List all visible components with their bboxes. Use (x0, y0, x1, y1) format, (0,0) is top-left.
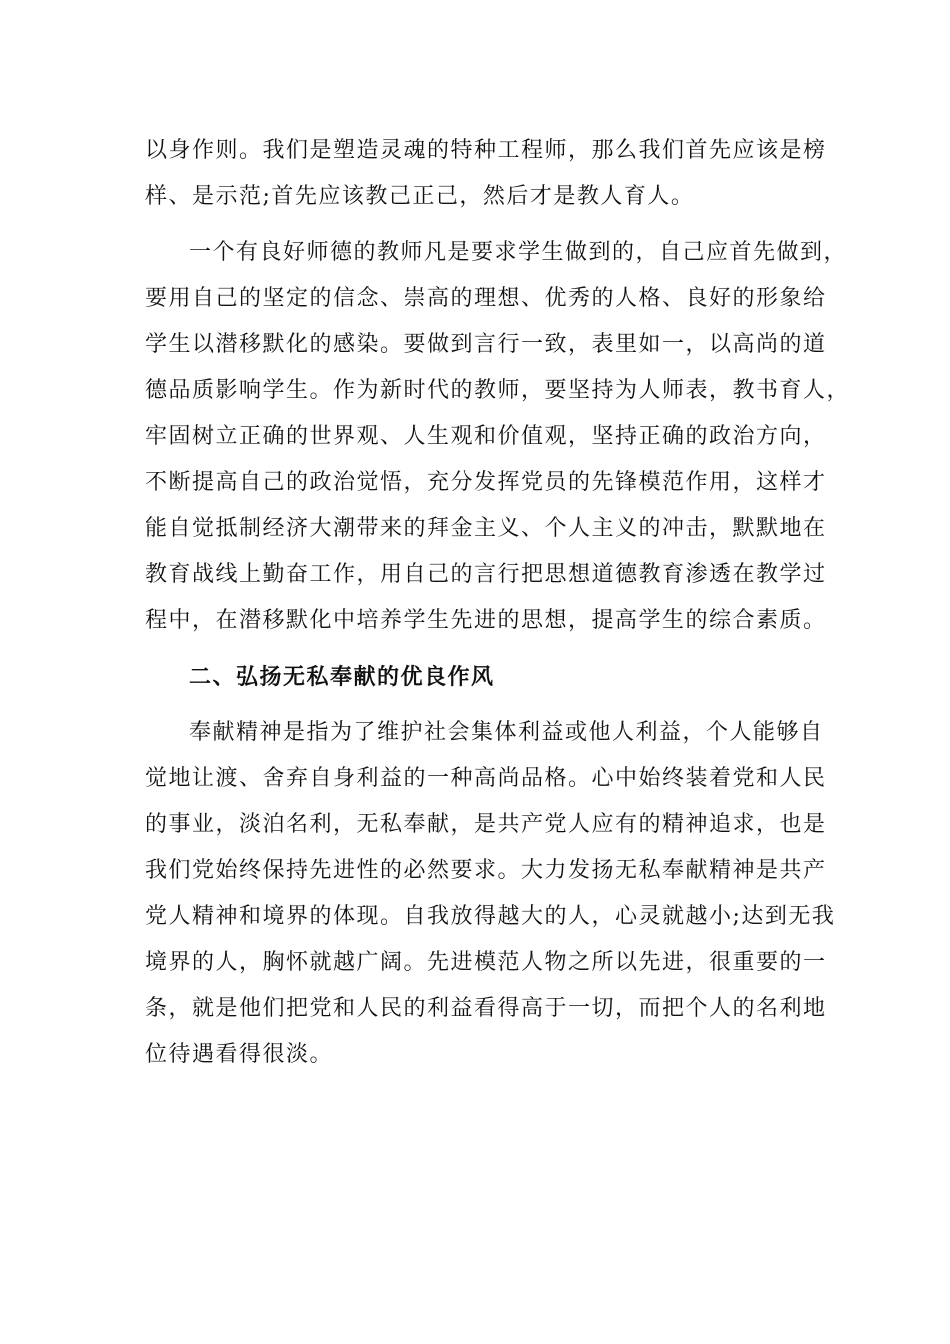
text-line: 一个有良好师德的教师凡是要求学生做到的，自己应首先做到， (189, 240, 848, 265)
text-line: 境界的人，胸怀就越广阔。先进模范人物之所以先进，很重要的一 (145, 950, 827, 975)
paragraph-3 (145, 710, 836, 1078)
text-line: 以身作则。我们是塑造灵魂的特种工程师，那么我们首先应该是榜 (145, 138, 827, 163)
text-line: 德品质影响学生。作为新时代的教师，要坚持为人师表，教书育人， (145, 378, 851, 403)
text-line: 条，就是他们把党和人民的利益看得高于一切，而把个人的名利地 (145, 996, 827, 1021)
text-line: 不断提高自己的政治觉悟，充分发挥党员的先锋模范作用，这样才 (145, 470, 827, 495)
paragraph-1 (145, 128, 827, 220)
section-heading: 二、弘扬无私奉献的优良作风 (189, 664, 495, 690)
text-line: 教育战线上勤奋工作，用自己的言行把思想道德教育渗透在教学过 (145, 562, 827, 587)
text-line: 能自觉抵制经济大潮带来的拜金主义、个人主义的冲击，默默地在 (145, 516, 827, 541)
text-line: 奉献精神是指为了维护社会集体利益或他人利益，个人能够自 (189, 720, 824, 745)
text-line: 党人精神和境界的体现。自我放得越大的人，心灵就越小;达到无我 (145, 904, 836, 929)
text-line: 牢固树立正确的世界观、人生观和价值观，坚持正确的政治方向， (145, 424, 827, 449)
document-body (145, 128, 851, 1078)
paragraph-2 (145, 230, 851, 644)
text-line: 我们党始终保持先进性的必然要求。大力发扬无私奉献精神是共产 (145, 858, 827, 883)
text-line: 程中，在潜移默化中培养学生先进的思想，提高学生的综合素质。 (145, 608, 827, 633)
text-line: 的事业，淡泊名利，无私奉献，是共产党人应有的精神追求，也是 (145, 812, 827, 837)
text-line: 学生以潜移默化的感染。要做到言行一致，表里如一，以高尚的道 (145, 332, 827, 357)
text-line: 要用自己的坚定的信念、崇高的理想、优秀的人格、良好的形象给 (145, 286, 827, 311)
text-line: 样、是示范;首先应该教己正己，然后才是教人育人。 (145, 184, 695, 209)
text-line: 觉地让渡、舍弃自身利益的一种高尚品格。心中始终装着党和人民 (145, 766, 827, 791)
text-line: 位待遇看得很淡。 (145, 1042, 334, 1067)
